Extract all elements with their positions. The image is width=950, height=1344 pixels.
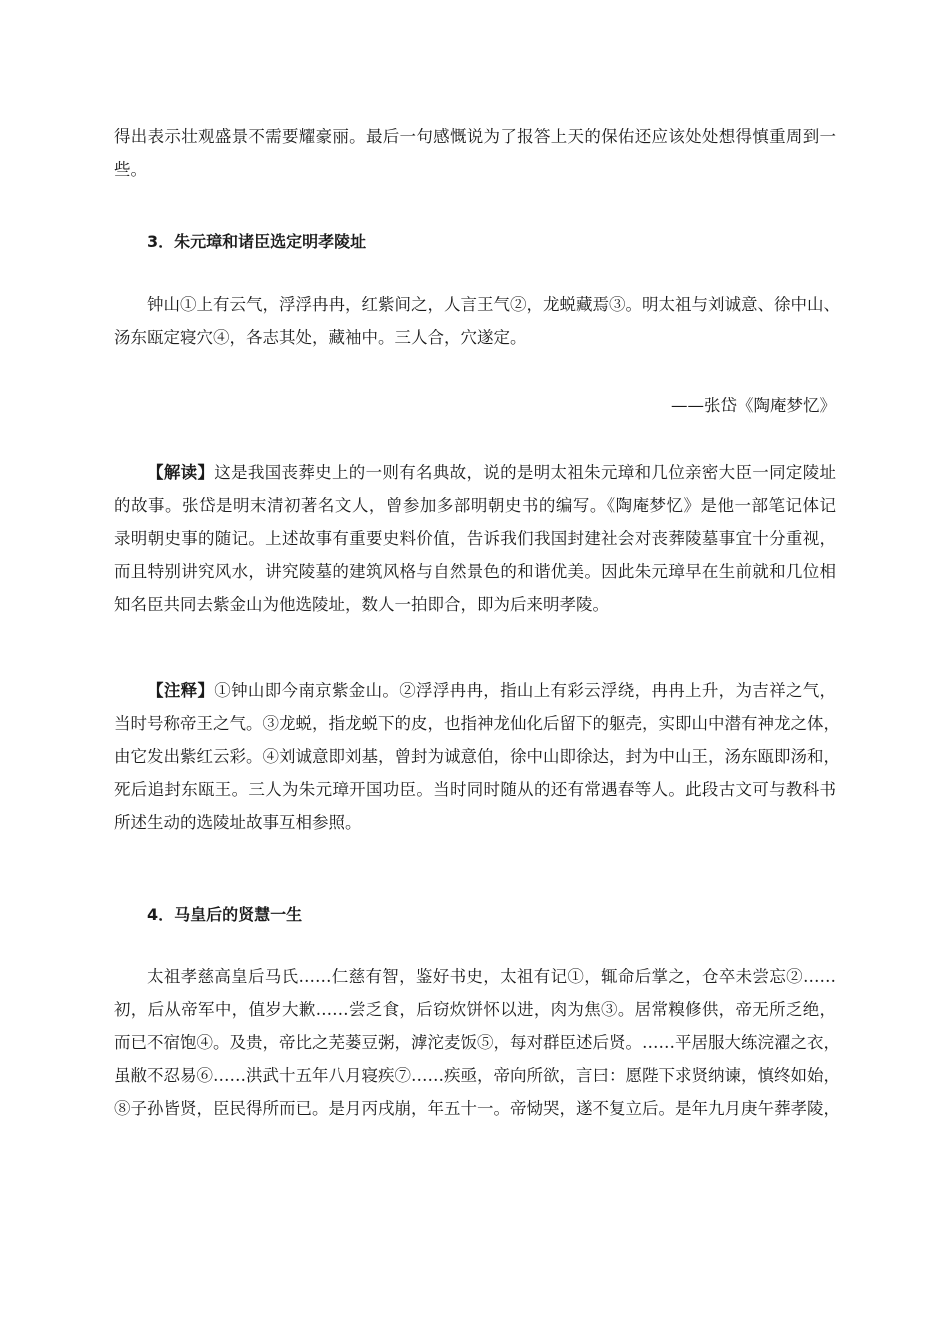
section-4-line: 而已不宿饱④。及贵，帝比之芜蒌豆粥，滹沱麦饭⑤，每对群臣述后贤。……平居服大练浣濯之衣， — [114, 1033, 840, 1052]
quote-line: 汤东瓯定寝穴④，各志其处，藏袖中。三人合，穴遂定。 — [114, 328, 527, 347]
section-4-line: 初，后从帝军中，值岁大歉……尝乏食，后窃炊饼怀以进，肉为焦③。居常糗修供，帝无所乏绝， — [114, 1000, 836, 1019]
intro-line: 些。 — [114, 160, 147, 179]
notes-line: 所述生动的选陵址故事互相参照。 — [114, 813, 362, 832]
notes-label: 【注释】 — [147, 681, 215, 700]
notes-line: 由它发出紫红云彩。④刘诚意即刘基，曾封为诚意伯，徐中山即徐达，封为中山王，汤东瓯即汤和， — [114, 747, 840, 766]
quote-source: ——张岱《陶庵梦忆》 — [671, 396, 836, 415]
notes-text: ①钟山即今南京紫金山。②浮浮冉冉，指山上有彩云浮绕，冉冉上升，为吉祥之气， — [214, 681, 836, 700]
section-3-quote — [114, 288, 840, 354]
section-4-line: ⑧子孙皆贤，臣民得所而已。是月丙戌崩，年五十一。帝恸哭，遂不复立后。是年九月庚午葬孝陵， — [114, 1099, 840, 1118]
intro-line: 得出表示壮观盛景不需要耀豪丽。最后一句感慨说为了报答上天的保佑还应该处处想得慎重周到一 — [114, 127, 836, 146]
interpretation-line: 知名臣共同去紫金山为他选陵址，数人一拍即合，即为后来明孝陵。 — [114, 595, 609, 614]
section-4-line: 太祖孝慈高皇后马氏……仁慈有智，鉴好书史，太祖有记①，辄命后掌之，仓卒未尝忘②…… — [147, 967, 836, 986]
interpretation-line: 而且特别讲究风水，讲究陵墓的建筑风格与自然景色的和谐优美。因此朱元璋早在生前就和几位相 — [114, 562, 836, 581]
section-4-heading: 4．马皇后的贤慧一生 — [147, 905, 303, 924]
section-4-paragraph — [114, 960, 840, 1125]
section-4-line: 虽敝不忍易⑥……洪武十五年八月寝疾⑦……疾亟，帝向所欲，言曰：愿陛下求贤纳谏，慎终如始， — [114, 1066, 840, 1085]
section-3-heading: 3．朱元璋和诸臣选定明孝陵址 — [147, 232, 367, 251]
quote-line: 钟山①上有云气，浮浮冉冉，红紫间之，人言王气②，龙蜕藏焉③。明太祖与刘诚意、徐中山、 — [147, 295, 840, 314]
notes-line: 死后追封东瓯王。三人为朱元璋开国功臣。当时同时随从的还有常遇春等人。此段古文可与教科书 — [114, 780, 836, 799]
interpretation-line: 录明朝史事的随记。上述故事有重要史料价值，告诉我们我国封建社会对丧葬陵墓事宜十分重视， — [114, 529, 836, 548]
intro-paragraph — [114, 120, 836, 186]
interpretation-label: 【解读】 — [147, 463, 215, 482]
interpretation-line: 的故事。张岱是明末清初著名文人，曾参加多部明朝史书的编写。《陶庵梦忆》是他一部笔记体记 — [114, 496, 836, 515]
interpretation-paragraph — [114, 456, 836, 621]
notes-first-line — [114, 674, 836, 707]
interpretation-text: 这是我国丧葬史上的一则有名典故，说的是明太祖朱元璋和几位亲密大臣一同定陵址 — [214, 463, 836, 482]
notes-line: 当时号称帝王之气。③龙蜕，指龙蜕下的皮，也指神龙仙化后留下的躯壳，实即山中潜有神龙之体， — [114, 714, 840, 733]
interpretation-first-line — [114, 456, 836, 489]
notes-paragraph — [114, 674, 840, 839]
